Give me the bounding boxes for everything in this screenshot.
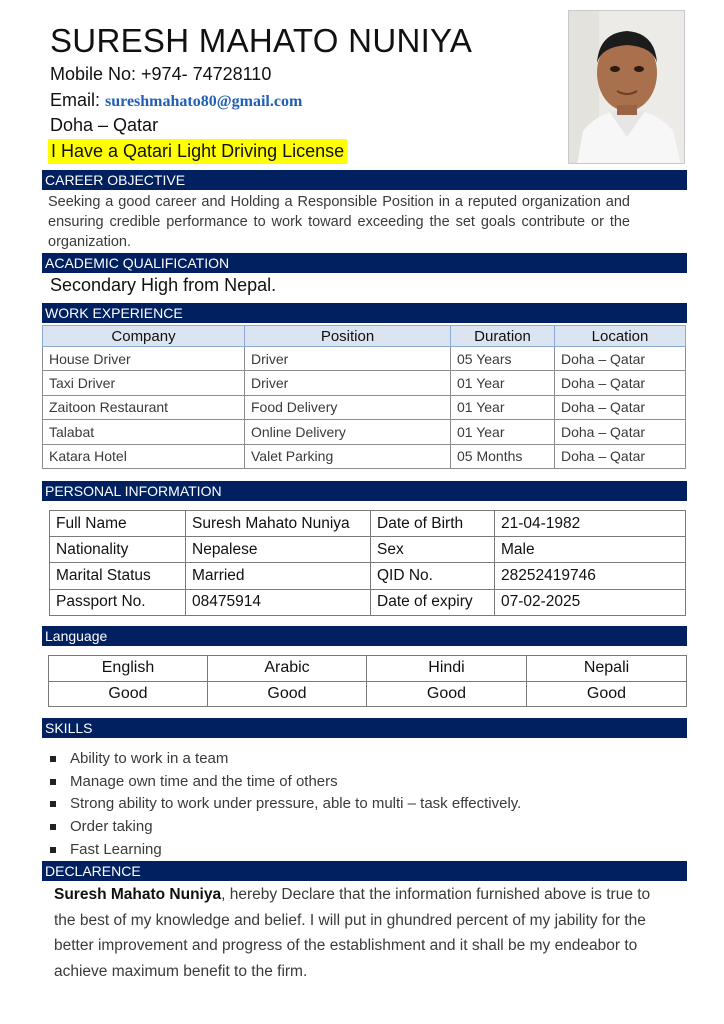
work-company: Katara Hotel [43, 444, 245, 468]
personal-value: 21-04-1982 [495, 511, 686, 537]
list-item [50, 748, 521, 771]
table-row [43, 420, 686, 444]
work-location: Doha – Qatar [555, 420, 686, 444]
section-academic-qualification: ACADEMIC QUALIFICATION [42, 253, 687, 273]
table-row [43, 395, 686, 419]
personal-label: QID No. [371, 563, 495, 589]
mobile-number: Mobile No: +974- 74728110 [50, 64, 272, 84]
work-experience-table [42, 325, 686, 469]
work-company: Talabat [43, 420, 245, 444]
language-level: Good [527, 681, 687, 707]
location: Doha – Qatar [50, 115, 159, 135]
language-name: Arabic [208, 656, 367, 682]
section-skills: SKILLS [42, 718, 687, 738]
work-location: Doha – Qatar [555, 444, 686, 468]
email-line [50, 90, 302, 111]
list-item [50, 771, 521, 794]
personal-label: Sex [371, 537, 495, 563]
skill-text: Ability to work in a team [70, 750, 229, 767]
skill-text: Strong ability to work under pressure, able to multi – task effectively. [70, 795, 522, 813]
section-declaration: DECLARENCE [42, 861, 687, 881]
bullet-icon [50, 801, 56, 807]
license-highlight: I Have a Qatari Light Driving License [48, 139, 347, 164]
work-duration: 05 Years [451, 347, 555, 371]
language-name: Nepali [527, 656, 687, 682]
work-company: Taxi Driver [43, 371, 245, 395]
personal-value: Nepalese [186, 537, 371, 563]
work-location: Doha – Qatar [555, 347, 686, 371]
profile-photo [568, 10, 685, 164]
section-personal-information: PERSONAL INFORMATION [42, 481, 687, 501]
declaration-body: , hereby Declare that the information furnished above is true to the best of my knowledge and belief. I will put in ghundred percent of my jability for the better improvement and progress of the establishment and it shall be my endeabor to achieve maximum benefit to the firm. [54, 886, 651, 980]
section-career-objective: CAREER OBJECTIVE [42, 170, 687, 190]
work-duration: 01 Year [451, 371, 555, 395]
work-header-row [43, 326, 686, 347]
work-company: House Driver [43, 347, 245, 371]
personal-value: Male [495, 537, 686, 563]
language-level: Good [208, 681, 367, 707]
skill-text: Fast Learning [70, 840, 162, 858]
list-item [50, 839, 521, 862]
personal-info-table [49, 510, 686, 616]
work-position: Driver [245, 347, 451, 371]
skill-text: Manage own time and the time of others [70, 772, 338, 790]
table-row [50, 563, 686, 589]
work-location: Doha – Qatar [555, 371, 686, 395]
bullet-icon [50, 779, 56, 785]
table-row [50, 511, 686, 537]
work-duration: 05 Months [451, 444, 555, 468]
list-item [50, 816, 521, 839]
personal-value: Married [186, 563, 371, 589]
language-level-row [49, 681, 687, 707]
work-header-cell: Company [43, 326, 245, 347]
work-position: Driver [245, 371, 451, 395]
bullet-icon [50, 756, 56, 762]
work-position: Valet Parking [245, 444, 451, 468]
personal-label: Date of expiry [371, 589, 495, 615]
personal-label: Passport No. [50, 589, 186, 615]
work-position: Online Delivery [245, 420, 451, 444]
personal-label: Full Name [50, 511, 186, 537]
language-level: Good [367, 681, 527, 707]
work-location: Doha – Qatar [555, 395, 686, 419]
bullet-icon [50, 847, 56, 853]
work-duration: 01 Year [451, 420, 555, 444]
language-table [48, 655, 687, 707]
work-header-cell: Duration [451, 326, 555, 347]
declaration-text [54, 882, 666, 984]
work-header-cell: Position [245, 326, 451, 347]
academic-text: Secondary High from Nepal. [50, 275, 277, 295]
table-row [50, 589, 686, 615]
declaration-name: Suresh Mahato Nuniya [54, 886, 222, 903]
table-row [50, 537, 686, 563]
work-header-cell: Location [555, 326, 686, 347]
career-objective-text: Seeking a good career and Holding a Responsible Position in a reputed organization and ensuring credible performance to work toward exceeding the set goals contribute or the organization. [48, 194, 630, 250]
skill-text: Order taking [70, 818, 153, 836]
language-name: English [49, 656, 208, 682]
table-row [43, 371, 686, 395]
section-work-experience: WORK EXPERIENCE [42, 303, 687, 323]
work-company: Zaitoon Restaurant [43, 395, 245, 419]
email-link[interactable]: sureshmahato80@gmail.com [105, 93, 303, 110]
table-row [43, 347, 686, 371]
personal-value: 08475914 [186, 589, 371, 615]
personal-value: 07-02-2025 [495, 589, 686, 615]
personal-label: Nationality [50, 537, 186, 563]
personal-label: Date of Birth [371, 511, 495, 537]
language-name-row [49, 656, 687, 682]
bullet-icon [50, 824, 56, 830]
work-duration: 01 Year [451, 395, 555, 419]
language-name: Hindi [367, 656, 527, 682]
work-position: Food Delivery [245, 395, 451, 419]
personal-value: Suresh Mahato Nuniya [186, 511, 371, 537]
skills-list [50, 748, 521, 862]
language-level: Good [49, 681, 208, 707]
personal-label: Marital Status [50, 563, 186, 589]
list-item [50, 793, 521, 816]
personal-value: 28252419746 [495, 563, 686, 589]
section-language: Language [42, 626, 687, 646]
candidate-name: SURESH MAHATO NUNIYA [50, 22, 473, 59]
profile-photo-illustration [569, 11, 685, 164]
table-row [43, 444, 686, 468]
email-label: Email: [50, 90, 106, 110]
